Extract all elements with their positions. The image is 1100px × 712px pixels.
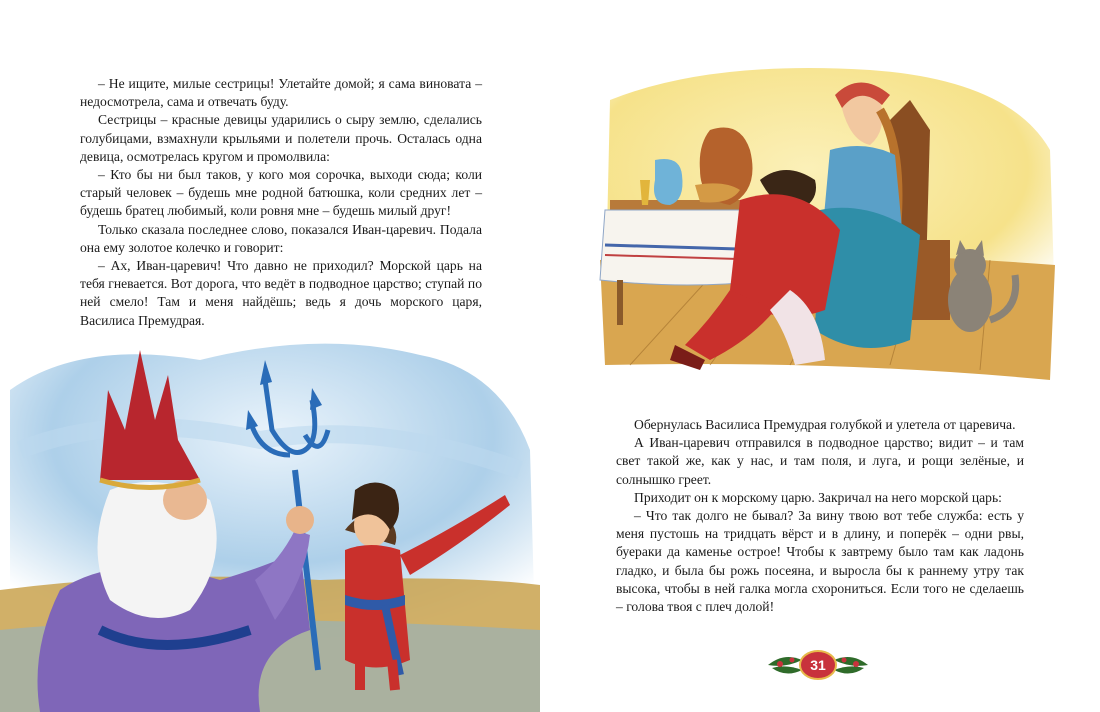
- sea-king-drawing: [0, 330, 540, 712]
- left-page-text: [80, 75, 482, 330]
- paragraph: Только сказала последнее слово, показался Иван-царевич. Подала она ему золотое колечко и говорит:: [80, 221, 482, 255]
- paragraph: Сестрицы – красные девицы ударились о сыру землю, сделались голубицами, взмахнули крыльями и полетели прочь. Осталась одна девица, осмотрелась кругом и промолвила:: [80, 112, 482, 164]
- paragraph: – Что так долго не бывал? За вину твою вот тебе служба: есть у меня пустошь на тридцать вёрст и в длину, и поперёк – одни рвы, буераки да каменье острое! Чтобы к завтрему было там как ладонь гладко, и была бы рожь посеяна, и выросла бы к раннему утру так высока, чтобы в ней галка могла схорониться. Если того не сделаешь – голова твоя с плеч долой!: [616, 508, 1024, 615]
- paragraph: Обернулась Василиса Премудрая голубкой и улетела от царевича.: [634, 417, 1016, 432]
- room-drawing: [590, 60, 1060, 390]
- page-number-ornament: [766, 648, 870, 682]
- paragraph: – Ах, Иван-царевич! Что давно не приходил? Морской царь на тебя гневается. Вот дорога, что ведёт в подводное царство; ступай по ней смело! Там и меня найдёшь; ведь я дочь морского царя, Василиса Премудрая.: [80, 258, 482, 328]
- sea-king-illustration: [0, 330, 540, 712]
- paragraph: – Не ищите, милые сестрицы! Улетайте домой; я сама виновата – недосмотрела, сама и отвечать буду.: [80, 76, 482, 110]
- right-page-text: [616, 416, 1024, 616]
- paragraph: Приходит он к морскому царю. Закричал на него морской царь:: [634, 489, 1002, 505]
- paragraph: А Иван-царевич отправился в подводное царство; видит – и там свет такой же, как у нас, и там поля, и луга, и рощи зелёные, и солнышко греет.: [616, 435, 1024, 487]
- page-number: 31: [810, 657, 826, 673]
- paragraph: – Кто бы ни был таков, у кого моя сорочка, выходи сюда; коли старый человек – будешь мне родной батюшка, коли средних лет – будешь братец любимый, коли ровня мне – будешь милый друг!: [80, 167, 482, 219]
- room-illustration: [590, 60, 1060, 390]
